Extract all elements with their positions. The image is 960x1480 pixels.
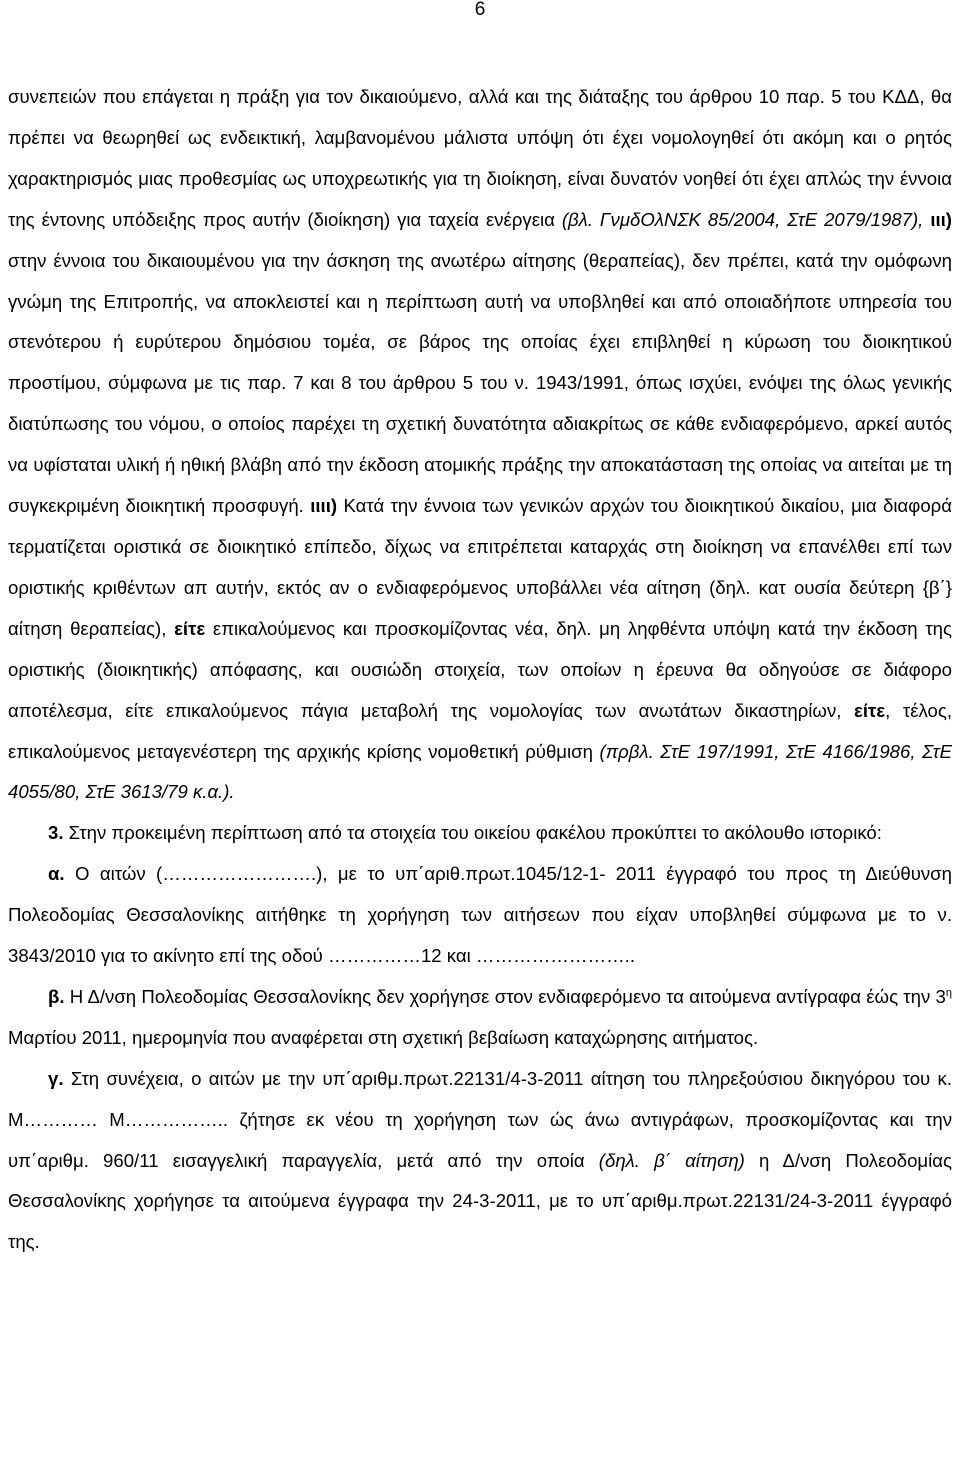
paragraph-1-text-3: Κατά την έννοια των γενικών αρχών του διοικητικού δικαίου, μια διαφορά τερματίζεται οριστικά σε διοικητικό επίπεδο, δίχως να επιτρέπεται καταρχάς στη διοίκηση να επανέλθει επί των οριστικής κριθέντων απ αυτήν, εκτός αν ο ενδιαφερόμενος υποβάλλει νέα αίτηση (δηλ. κατ ουσία δεύτερη {β΄} αίτηση θεραπείας), (8, 495, 952, 639)
emphasis-eite-2: είτε (854, 699, 886, 721)
paragraph-1 (8, 77, 952, 813)
marker-iii: ιιι) (930, 208, 953, 230)
item-b-text-1: Η Δ/νση Πολεοδομίας Θεσσαλονίκης δεν χορήγησε στον ενδιαφερόμενο τα αιτούμενα αντίγραφα έώς την 3 (64, 985, 946, 1007)
paragraph-3-text: Στην προκειμένη περίπτωση από τα στοιχεία του οικείου φακέλου προκύπτει το ακόλουθο ιστορικό: (63, 822, 882, 844)
paragraph-1-text-2: στην έννοια του δικαιουμένου για την άσκηση της ανωτέρω αίτησης (θεραπείας), δεν πρέπει, κατά την ομόφωνη γνώμη της Επιτροπής, να αποκλειστεί και η περίπτωση αυτή να υποβληθεί και από οποιαδήποτε υπηρεσία του στενότερου ή ευρύτερου δημόσιου τομέα, σε βάρος της οποίας έχει επιβληθεί η κύρωση του διοικητικού προστίμου, σύμφωνα με τις παρ. 7 και 8 του άρθρου 5 του ν. 1943/1991, όπως ισχύει, ενόψει της όλως γενικής διατύπωσης του νόμου, ο οποίος παρέχει τη σχετική δυνατότητα αδιακρίτως σε κάθε ενδιαφερόμενο, αρκεί αυτός να υφίσταται υλική ή ηθική βλάβη από την έκδοση ατομικής πράξης την αποκατάσταση της οποίας να αιτείται με τη συγκεκριμένη διοικητική προσφυγή. (8, 249, 952, 517)
citation-1: (βλ. ΓνμδΟλΝΣΚ 85/2004, ΣτΕ 2079/1987), (561, 208, 924, 230)
item-a-text: Ο αιτών (…………………….), με το υπ΄αριθ.πρωτ.1045/12-1- 2011 έγγραφό του προς τη Διεύθυνση Πολεοδομίας Θεσσαλονίκης αιτήθηκε τη χορήγηση των αιτήσεων που είχαν υποβληθεί σύμφωνα με το ν. 3843/2010 για το ακίνητο επί της οδού ……………12 και …………………….. (8, 863, 952, 967)
item-b (8, 977, 952, 1059)
item-c-text-2: η Δ/νση Πολεοδομίας Θεσσαλονίκης χορήγησε τα αιτούμενα έγγραφα την 24-3-2011, με το υπ΄αριθμ.πρωτ.22131/24-3-2011 έγγραφό της. (8, 1149, 952, 1253)
paragraph-1-text-4: επικαλούμενος και προσκομίζοντας νέα, δηλ. μη ληφθέντα υπόψη κατά την έκδοση της οριστικής (διοικητικής) απόφασης, και ουσιώδη στοιχεία, των οποίων η έρευνα θα οδηγούσε σε διάφορο αποτέλεσμα, είτε επικαλούμενος πάγια μεταβολή της νομολογίας των ανωτάτων δικαστηρίων, (8, 617, 952, 721)
marker-iiii: ιιιι) (310, 495, 338, 517)
citation-2: (πρβλ. ΣτΕ 197/1991, ΣτΕ 4166/1986, ΣτΕ 4055/80, ΣτΕ 3613/79 κ.α.). (8, 740, 952, 803)
item-a (8, 854, 952, 977)
document-body (0, 77, 960, 1263)
paragraph-1-text-5: , τέλος, επικαλούμενος μεταγενέστερη της αρχικής κρίσης νομοθετική ρύθμιση (8, 699, 952, 762)
paragraph-3-heading (8, 813, 952, 854)
item-c-marker: γ. (48, 1067, 64, 1089)
item-b-text-2: Μαρτίου 2011, ημερομηνία που αναφέρεται στη σχετική βεβαίωση καταχώρησης αιτήματος. (8, 1026, 759, 1048)
page-number: 6 (474, 0, 486, 20)
emphasis-eite-1: είτε (174, 617, 206, 639)
item-b-marker: β. (48, 985, 65, 1007)
paragraph-1-text-1: συνεπειών που επάγεται η πράξη για τον δικαιούμενο, αλλά και της διάταξης του άρθρου 10 παρ. 5 του ΚΔΔ, θα πρέπει να θεωρηθεί ως ενδεικτική, λαμβανομένου μάλιστα υπόψη ότι έχει νομολογηθεί ότι ακόμη και ο ρητός χαρακτηρισμός μιας προθεσμίας ως υποχρεωτικής για τη διοίκηση, είναι δυνατόν νοηθεί ότι έχει απλώς την έννοια της έντονης υπόδειξης προς αυτήν (διοίκηση) για ταχεία ενέργεια (8, 86, 952, 230)
section-number-3: 3. (48, 822, 64, 844)
item-a-marker: α. (48, 863, 65, 885)
item-c (8, 1059, 952, 1264)
item-c-text-1: Στη συνέχεια, ο αιτών με την υπ΄αριθμ.πρωτ.22131/4-3-2011 αίτηση του πληρεξούσιου δικηγόρου του κ. Μ………… Μ…………….. ζήτησε εκ νέου τη χορήγηση των ώς άνω αντιγράφων, προσκομίζοντας και την υπ΄αριθμ. 960/11 εισαγγελική παραγγελία, μετά από την οποία (8, 1067, 952, 1171)
item-c-italic: (δηλ. β΄ αίτηση) (598, 1149, 745, 1171)
item-b-superscript: η (945, 986, 952, 999)
